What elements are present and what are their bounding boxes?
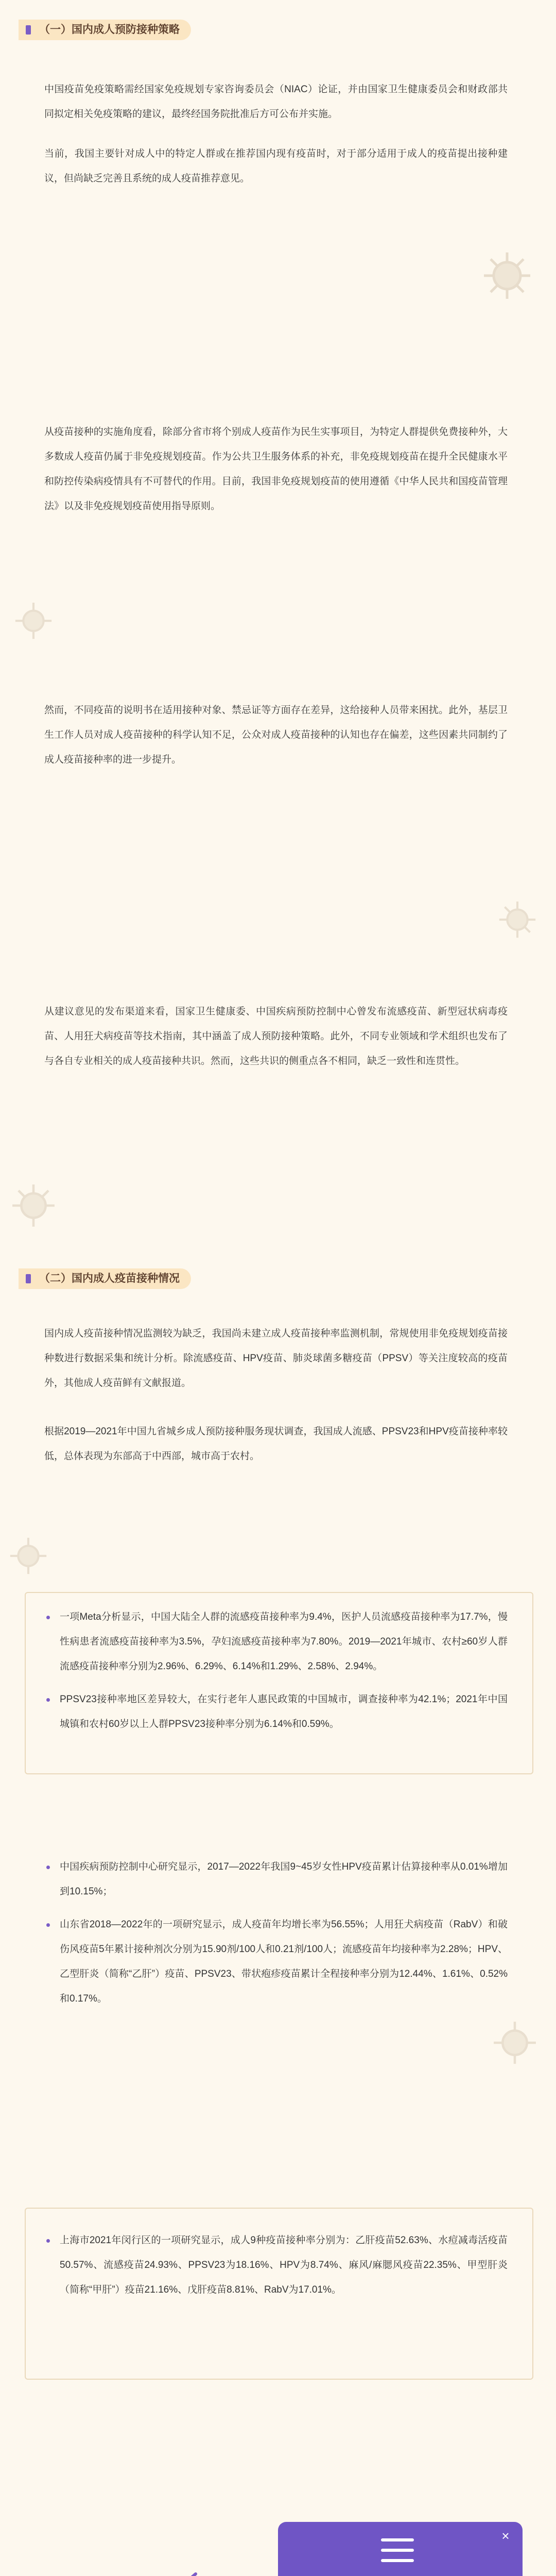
bullet-list-flu-ppsv (44, 1605, 508, 1745)
list-item: 一项Meta分析显示，中国大陆全人群的流感疫苗接种率为9.4%，医护人员流感疫苗接种率为17.7%，慢性病患者流感疫苗接种率为3.5%，孕妇流感疫苗接种率为7.80%。2019—2021年城市、农村≥60岁人群流感疫苗接种率分别为2.96%、6.29%、6.14%和1.29%、2.58%、2.94%。 (44, 1605, 508, 1679)
virus-icon (10, 598, 57, 644)
section-title-coverage: （二）国内成人疫苗接种情况 (19, 1268, 191, 1289)
syringe-icon (62, 2571, 232, 2576)
section-title-strategy: （一）国内成人预防接种策略 (19, 20, 191, 40)
recommendation-card (278, 2522, 523, 2576)
close-icon[interactable]: × (501, 2528, 510, 2544)
paragraph-current-status: 当前，我国主要针对成人中的特定人群或在推荐国内现有疫苗时，对于部分适用于成人的疫苗提出接种建议，但尚缺乏完善且系统的成人疫苗推荐意见。 (44, 148, 508, 184)
virus-icon (489, 2017, 541, 2069)
paragraph-implementation: 从疫苗接种的实施角度看，除部分省市将个别成人疫苗作为民生实事项目，为特定人群提供免费接种外，大多数成人疫苗仍属于非免疫规划疫苗。作为公共卫生服务体系的补充，非免疫规划疫苗在提升全民健康水平和防控传染病疫情具有不可替代的作用。目前，我国非免疫规划疫苗的使用遵循《中华人民共和国疫苗管理法》以及非免疫规划疫苗使用指导原则。 (44, 427, 508, 512)
list-item: 上海市2021年闵行区的一项研究显示，成人9种疫苗接种率分别为：乙肝疫苗52.63%、水痘减毒活疫苗50.57%、流感疫苗24.93%、PPSV23为18.16%、HPV为8.74%、麻风/麻腮风疫苗22.35%、甲型肝炎（简称“甲肝”）疫苗21.16%、戊肝疫苗8.81%、RabV为17.01%。 (44, 2228, 508, 2302)
paragraph-challenges: 然而，不同疫苗的说明书在适用接种对象、禁忌证等方面存在差异，这给接种人员带来困扰。此外，基层卫生工作人员对成人疫苗接种的科学认知不足，公众对成人疫苗接种的认知也存在偏差，这些因素共同制约了成人疫苗接种率的进一步提升。 (44, 705, 508, 765)
list-item: 中国疾病预防控制中心研究显示，2017—2022年我国9~45岁女性HPV疫苗累计估算接种率从0.01%增加到10.15%； (44, 1855, 508, 1904)
list-item: 山东省2018—2022年的一项研究显示，成人疫苗年均增长率为56.55%；人用狂犬病疫苗（RabV）和破伤风疫苗5年累计接种剂次分别为15.90剂/100人和0.21剂/100人；流感疫苗年均接种率为2.28%；HPV、乙型肝炎（简称“乙肝”）疫苗、PPSV23、带状疱疹疫苗累计全程接种率分别为12.44%、1.61%、0.52%和0.17%。 (44, 1912, 508, 2011)
paragraph-monitoring: 国内成人疫苗接种情况监测较为缺乏，我国尚未建立成人疫苗接种率监测机制，常规使用非免疫规划疫苗接种数进行数据采集和统计分析。除流感疫苗、HPV疫苗、肺炎球菌多糖疫苗（PPSV）等关注度较高的疫苗外，其他成人疫苗鲜有文献报道。 (44, 1328, 508, 1388)
list-item: PPSV23接种率地区差异较大，在实行老年人惠民政策的中国城市，调查接种率为42.1%；2021年中国城镇和农村60岁以上人群PPSV23接种率分别为6.14%和0.59%。 (44, 1687, 508, 1737)
paragraph-guidelines: 从建议意见的发布渠道来看，国家卫生健康委、中国疾病预防控制中心曾发布流感疫苗、新型冠状病毒疫苗、人用狂犬病疫苗等技术指南，其中涵盖了成人预防接种策略。此外，不同专业领域和学术组织也发布了与各自专业相关的成人疫苗接种共识。然而，这些共识的侧重点各不相同，缺乏一致性和连贯性。 (44, 1006, 508, 1066)
menu-icon (381, 2538, 414, 2565)
virus-icon (479, 247, 535, 304)
paragraph-survey: 根据2019—2021年中国九省城乡成人预防接种服务现状调查，我国成人流感、PPSV23和HPV疫苗接种率较低，总体表现为东部高于中西部，城市高于农村。 (44, 1426, 508, 1462)
bullet-list-hpv-shandong (44, 1855, 508, 2020)
virus-icon (5, 1533, 51, 1579)
paragraph-niac: 中国疫苗免疫策略需经国家免疫规划专家咨询委员会（NIAC）论证，并由国家卫生健康委员会和财政部共同拟定相关免疫策略的建议，最终经国务院批准后方可公布并实施。 (44, 84, 508, 120)
bullet-list-shanghai (44, 2228, 508, 2311)
virus-icon (494, 896, 541, 943)
virus-icon (8, 1180, 59, 1231)
